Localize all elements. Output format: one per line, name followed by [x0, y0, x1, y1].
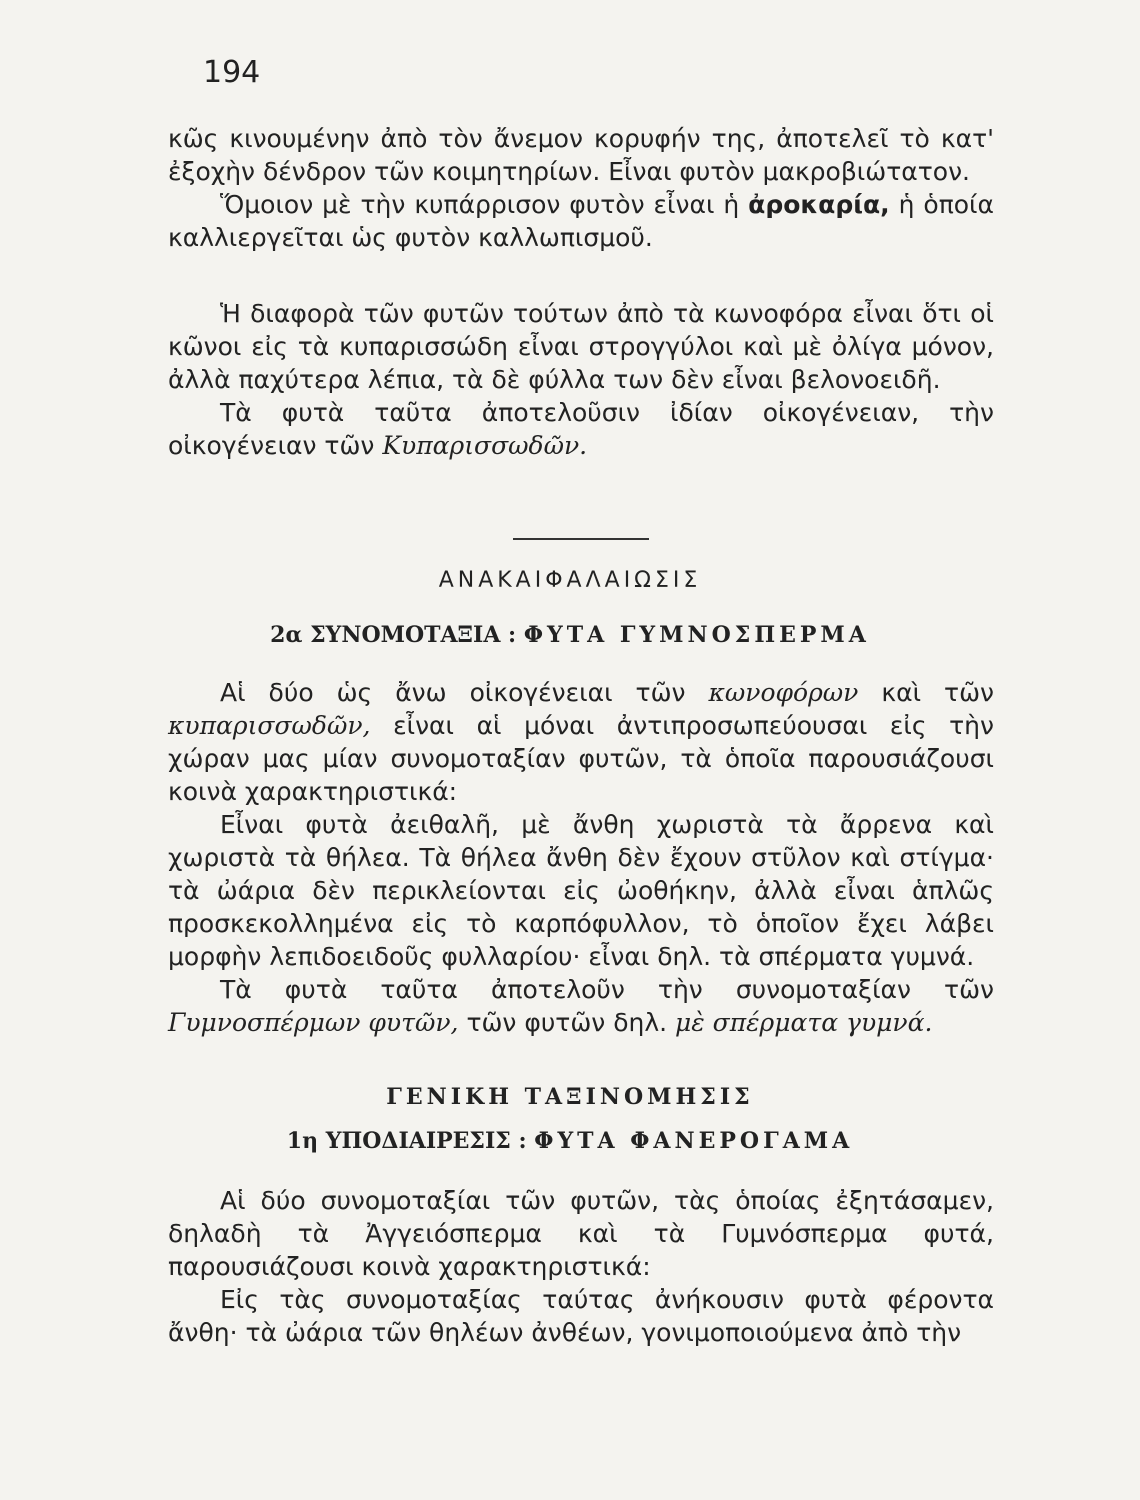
text-block-bottom: [168, 1184, 994, 1349]
paragraph-5-text-c: εἶναι αἱ μόναι ἀντιπροσωπεύουσαι εἰς τὴν χώραν μας μίαν συνομοταξίαν φυτῶν, τὰ ὁποῖα παρουσιάζουσι κοινὰ χαρακτηριστικά:: [168, 711, 994, 806]
text-block-middle: [168, 297, 994, 462]
paragraph-5: [168, 676, 994, 808]
page-number: 194: [203, 55, 261, 90]
paragraph-3: Ἡ διαφορὰ τῶν φυτῶν τούτων ἀπὸ τὰ κωνοφόρα εἶναι ὅτι οἱ κῶνοι εἰς τὰ κυπαρισσώδη εἶναι στρογγύλοι καὶ μὲ ὀλίγα μόνον, ἀλλὰ παχύτερα λέπια, τὰ δὲ φύλλα των δὲν εἶναι βελονοειδῆ.: [168, 299, 994, 394]
heading-gymnosperms: [0, 622, 1140, 648]
paragraph-5-italic-b: κυπαρισσωδῶν,: [168, 711, 371, 740]
paragraph-4-text: Τὰ φυτὰ ταῦτα ἀποτελοῦσιν ἰδίαν οἰκογένειαν, τὴν οἰκογένειαν τῶν: [168, 398, 994, 460]
paragraph-6: Εἶναι φυτὰ ἀειθαλῆ, μὲ ἄνθη χωριστὰ τὰ ἄρρενα καὶ χωριστὰ τὰ θήλεα. Τὰ θήλεα ἄνθη δὲν ἔχουν στῦλον καὶ στίγμα· τὰ ὠάρια δὲν περικλείονται εἰς ὠοθήκην, ἀλλὰ εἶναι ἁπλῶς προσκεκολλημένα εἰς τὸ καρπόφυλλον, τὸ ὁποῖον ἔχει λάβει μορφὴν λεπιδοειδοῦς φυλλαρίου· εἶναι δηλ. τὰ σπέρματα γυμνά.: [168, 810, 994, 971]
paragraph-2: [168, 188, 994, 254]
text-block-top: [168, 122, 994, 254]
section-divider: [513, 538, 649, 540]
paragraph-2-text-a: Ὅμοιον μὲ τὴν κυπάρρισον φυτὸν εἶναι ἡ: [220, 190, 749, 219]
paragraph-8: Αἱ δύο συνομοταξίαι τῶν φυτῶν, τὰς ὁποίας ἐξητάσαμεν, δηλαδὴ τὰ Ἀγγειόσπερμα καὶ τὰ Γυμνόσπερμα φυτά, παρουσιάζουσι κοινὰ χαρακτηριστικά:: [168, 1186, 994, 1281]
heading-phanerogams: [0, 1128, 1140, 1154]
paragraph-7: [168, 973, 994, 1039]
paragraph-2-bold-term: ἀροκαρία,: [748, 190, 890, 219]
paragraph-5-text-a: Αἱ δύο ὡς ἄνω οἰκογένειαι τῶν: [220, 678, 709, 707]
paragraph-7-text-a: Τὰ φυτὰ ταῦτα ἀποτελοῦν τὴν συνομοταξίαν τῶν: [220, 975, 994, 1004]
paragraph-1: κῶς κινουμένην ἀπὸ τὸν ἄνεμον κορυφήν της, ἀποτελεῖ τὸ κατ' ἐξοχὴν δένδρον τῶν κοιμητηρίων. Εἶναι φυτὸν μακροβιώτατον.: [168, 124, 994, 186]
paragraph-5-italic-a: κωνοφόρων: [708, 678, 859, 707]
paragraph-4-italic-term: Κυπαρισσωδῶν.: [382, 431, 588, 460]
heading-phanerogams-title: ΦΥΤΑ ΦΑΝΕΡΟΓΑΜΑ: [534, 1128, 854, 1154]
heading-classification: ΓΕΝΙΚΗ ΤΑΞΙΝΟΜΗΣΙΣ: [386, 1084, 754, 1110]
paragraph-4: [168, 396, 994, 462]
heading-phanerogams-prefix: 1η ΥΠΟΔΙΑΙΡΕΣΙΣ :: [286, 1128, 535, 1154]
paragraph-7-text-b: τῶν φυτῶν δηλ.: [458, 1008, 676, 1037]
text-block-recap: [168, 676, 994, 1039]
paragraph-2-text-b: ἡ ὁποία καλλιεργεῖται ὡς φυτὸν καλλωπισμοῦ.: [168, 190, 994, 252]
paragraph-9: Εἰς τὰς συνομοταξίας ταύτας ἀνήκουσιν φυτὰ φέροντα ἄνθη· τὰ ὠάρια τῶν θηλέων ἀνθέων, γονιμοποιούμενα ἀπὸ τὴν: [168, 1285, 994, 1347]
heading-recap: ΑΝΑΚΑΙΦΑΛΑΙΩΣΙΣ: [438, 568, 702, 593]
heading-gymnosperms-prefix: 2α ΣΥΝΟΜΟΤΑΞΙΑ :: [270, 622, 524, 648]
paragraph-7-italic-a: Γυμνοσπέρμων φυτῶν,: [168, 1008, 459, 1037]
paragraph-7-italic-b: μὲ σπέρματα γυμνά.: [675, 1008, 933, 1037]
paragraph-5-text-b: καὶ τῶν: [858, 678, 994, 707]
heading-gymnosperms-title: ΦΥΤΑ ΓΥΜΝΟΣΠΕΡΜΑ: [523, 622, 870, 648]
